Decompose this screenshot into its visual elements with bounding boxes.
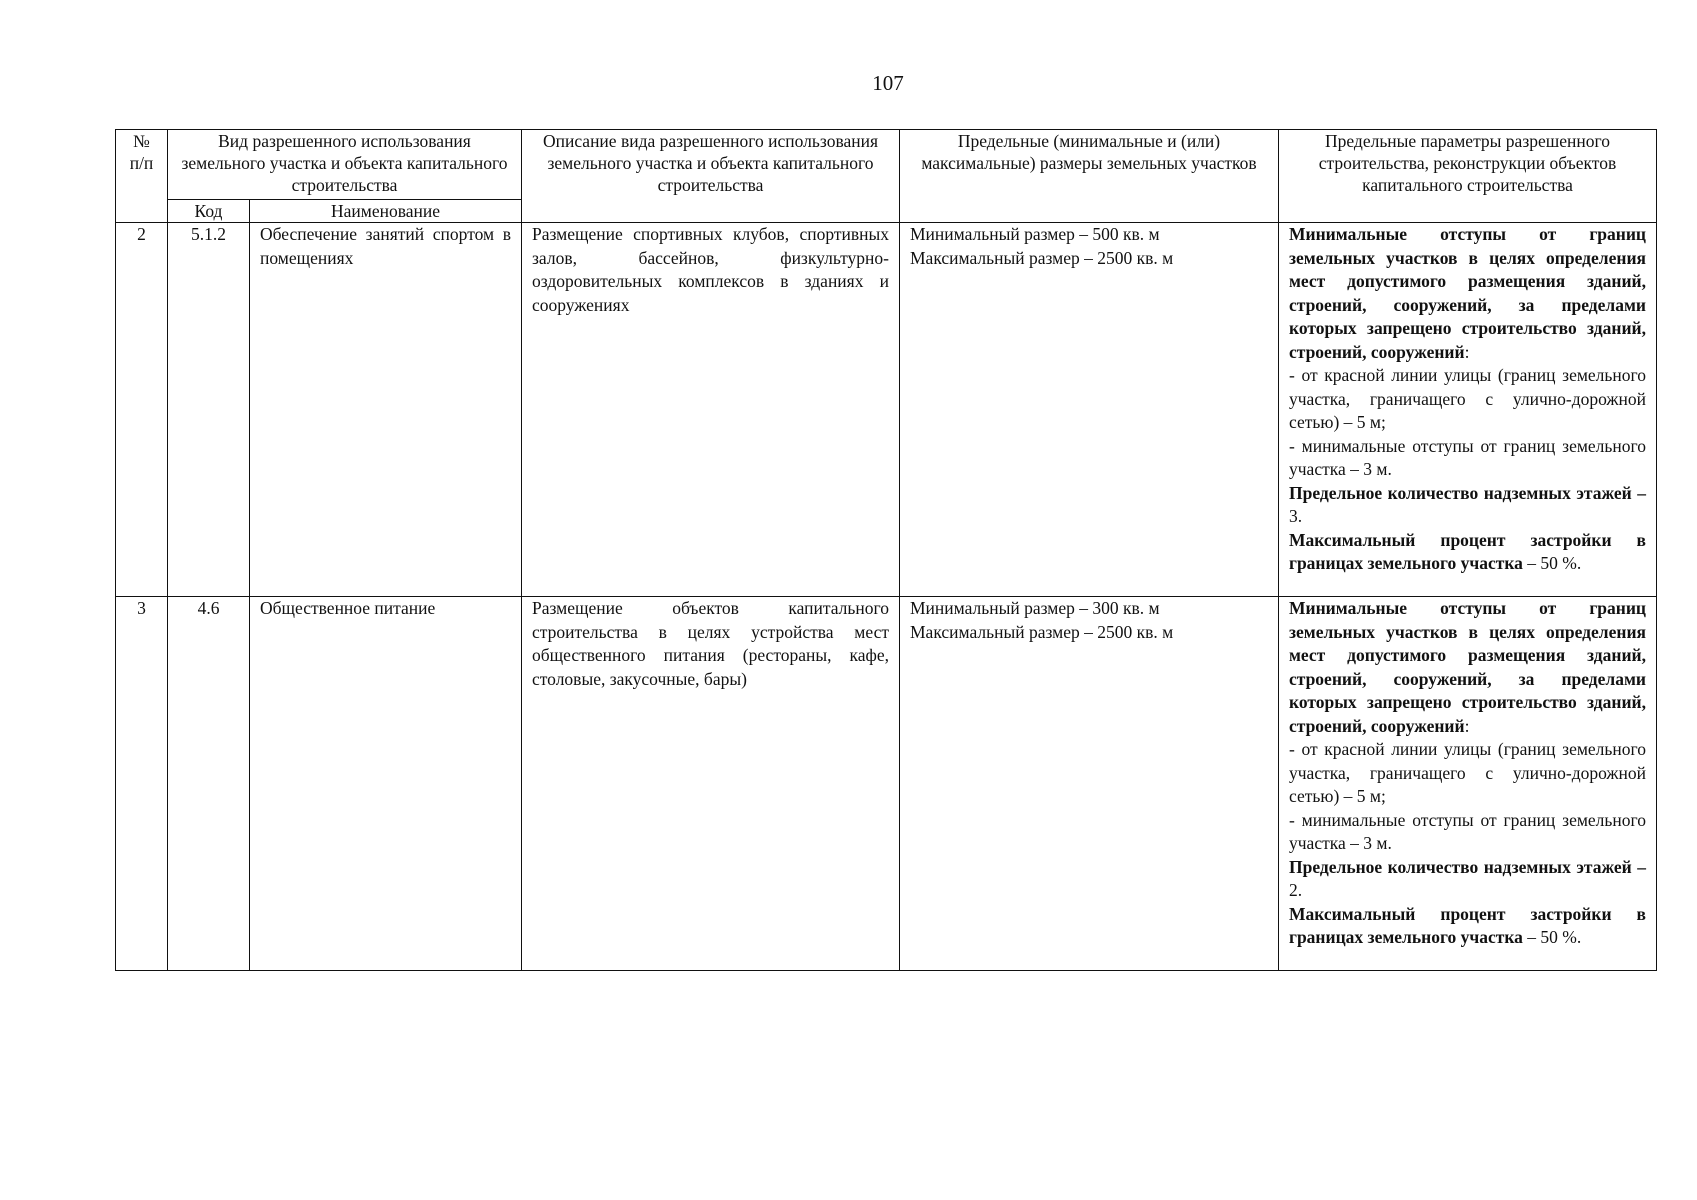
floors-paragraph bbox=[1289, 856, 1646, 903]
header-num: № п/п bbox=[116, 130, 168, 223]
floors-heading: Предельное количество надземных этажей – bbox=[1289, 856, 1646, 877]
table-row bbox=[116, 597, 1657, 971]
row-description: Размещение спортивных клубов, спортивных залов, бассейнов, физкультурно-оздоровительных комплексов в зданиях и сооружениях bbox=[522, 223, 900, 597]
row-params bbox=[1279, 597, 1657, 971]
row-sizes bbox=[900, 223, 1279, 597]
setbacks-heading: Минимальные отступы от границ земельных участков в целях определения мест допустимого размещения зданий, строений, сооружений, за пределами которых запрещено строительство зданий, строений, сооружений bbox=[1289, 598, 1646, 736]
setbacks-colon: : bbox=[1464, 715, 1470, 736]
setback-red-line: - от красной линии улицы (границ земельного участка, граничащего с улично-дорожной сетью) – 5 м; bbox=[1289, 365, 1646, 432]
setbacks-heading: Минимальные отступы от границ земельных участков в целях определения мест допустимого размещения зданий, строений, сооружений, за пределами которых запрещено строительство зданий, строений, сооружений bbox=[1289, 224, 1646, 362]
setbacks-colon: : bbox=[1464, 341, 1470, 362]
setback-red-line: - от красной линии улицы (границ земельного участка, граничащего с улично-дорожной сетью) – 5 м; bbox=[1289, 739, 1646, 806]
coverage-value: – 50 %. bbox=[1522, 927, 1582, 947]
row-num: 2 bbox=[116, 223, 168, 597]
floors-paragraph bbox=[1289, 482, 1646, 529]
header-description: Описание вида разрешенного использования земельного участка и объекта капитального строительства bbox=[522, 130, 900, 223]
header-code: Код bbox=[168, 200, 250, 223]
page-number: 107 bbox=[872, 71, 904, 95]
header-name: Наименование bbox=[250, 200, 522, 223]
row-params bbox=[1279, 223, 1657, 597]
floors-heading: Предельное количество надземных этажей – bbox=[1289, 482, 1646, 503]
row-num: 3 bbox=[116, 597, 168, 971]
size-min: Минимальный размер – 500 кв. м bbox=[910, 224, 1160, 244]
setback-min: - минимальные отступы от границ земельного участка – 3 м. bbox=[1289, 435, 1646, 479]
coverage-value: – 50 %. bbox=[1522, 553, 1582, 573]
header-type-group: Вид разрешенного использования земельного участка и объекта капитального строительства bbox=[168, 130, 522, 200]
row-code: 5.1.2 bbox=[168, 223, 250, 597]
table-row bbox=[116, 223, 1657, 597]
size-max: Максимальный размер – 2500 кв. м bbox=[910, 247, 1174, 268]
land-use-table bbox=[115, 129, 1657, 971]
coverage-paragraph bbox=[1289, 903, 1646, 950]
table-header-row bbox=[116, 130, 1657, 200]
size-max: Максимальный размер – 2500 кв. м bbox=[910, 621, 1174, 642]
row-name: Общественное питание bbox=[250, 597, 522, 971]
setback-min: - минимальные отступы от границ земельного участка – 3 м. bbox=[1289, 809, 1646, 853]
header-sizes: Предельные (минимальные и (или) максимальные) размеры земельных участков bbox=[900, 130, 1279, 223]
setbacks-paragraph bbox=[1289, 597, 1646, 738]
size-min: Минимальный размер – 300 кв. м bbox=[910, 598, 1160, 618]
row-description: Размещение объектов капитального строительства в целях устройства мест общественного питания (рестораны, кафе, столовые, закусочные, бары) bbox=[522, 597, 900, 971]
coverage-paragraph bbox=[1289, 529, 1646, 576]
row-sizes bbox=[900, 597, 1279, 971]
coverage-heading: Максимальный процент застройки в границах земельного участка bbox=[1289, 903, 1646, 947]
header-params: Предельные параметры разрешенного строительства, реконструкции объектов капитального строительства bbox=[1279, 130, 1657, 223]
row-name: Обеспечение занятий спортом в помещениях bbox=[250, 223, 522, 597]
coverage-heading: Максимальный процент застройки в границах земельного участка bbox=[1289, 529, 1646, 573]
floors-value: 3. bbox=[1289, 506, 1303, 526]
row-code: 4.6 bbox=[168, 597, 250, 971]
floors-value: 2. bbox=[1289, 880, 1303, 900]
setbacks-paragraph bbox=[1289, 223, 1646, 364]
